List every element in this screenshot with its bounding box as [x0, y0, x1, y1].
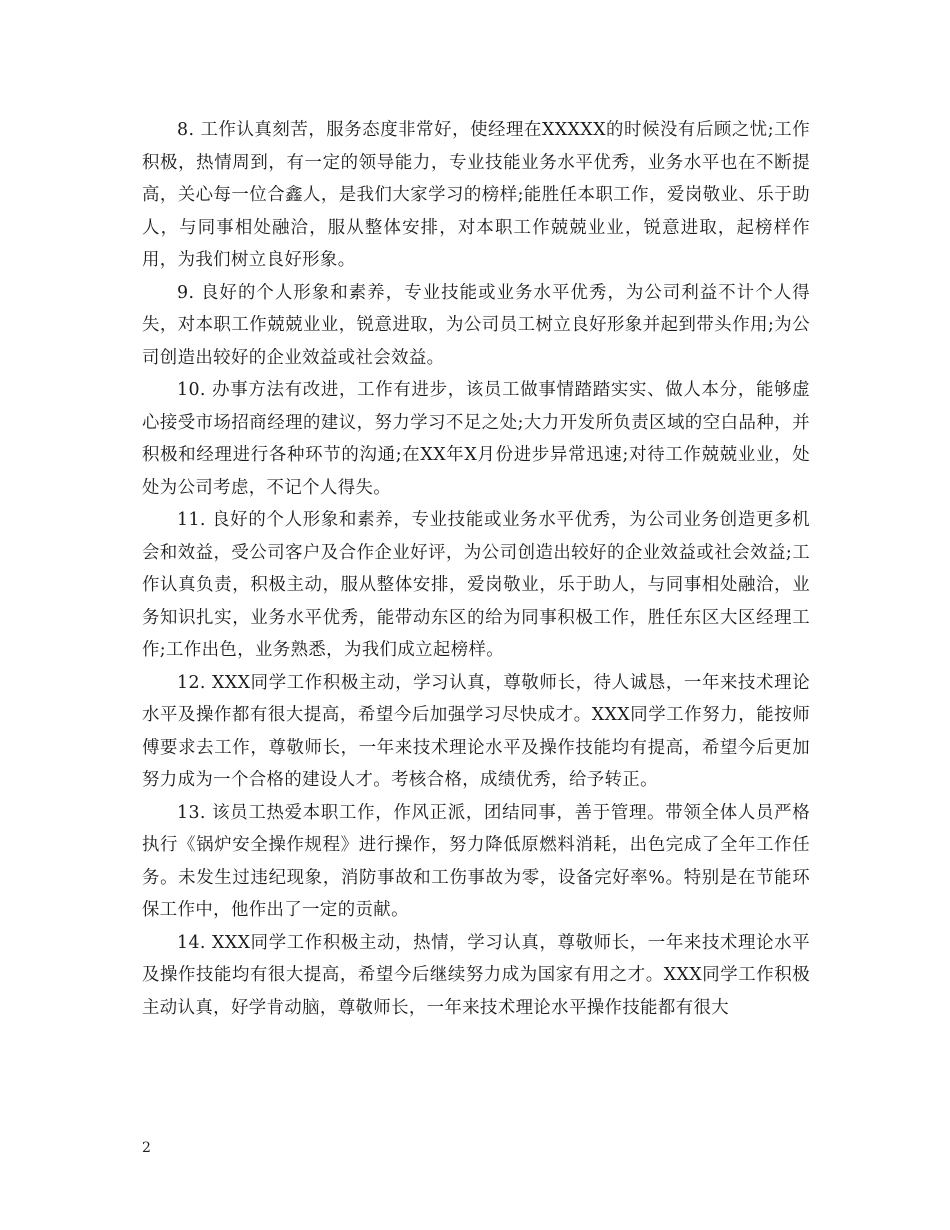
- page-number: 2: [142, 1140, 151, 1156]
- paragraph-8: 8. 工作认真刻苦，服务态度非常好，使经理在XXXXX的时候没有后顾之忧;工作积极，热情周到，有一定的领导能力，专业技能业务水平优秀，业务水平也在不断提高，关心每一位合鑫人，是我们大家学习的榜样;能胜任本职工作，爱岗敬业、乐于助人，与同事相处融洽，服从整体安排，对本职工作兢兢业业，锐意进取，起榜样作用，为我们树立良好形象。: [142, 120, 810, 270]
- paragraph-14: 14. XXX同学工作积极主动，热情，学习认真，尊敬师长，一年来技术理论水平及操作技能均有很大提高，希望今后继续努力成为国家有用之才。XXX同学工作积极主动认真，好学肯动脑，尊敬师长，一年来技术理论水平操作技能都有很大: [142, 932, 810, 1018]
- paragraph-9: 9. 良好的个人形象和素养，专业技能或业务水平优秀，为公司利益不计个人得失，对本职工作兢兢业业，锐意进取，为公司员工树立良好形象并起到带头作用;为公司创造出较好的企业效益或社会效益。: [142, 282, 810, 368]
- paragraph-10: 10. 办事方法有改进，工作有进步，该员工做事情踏踏实实、做人本分，能够虚心接受市场招商经理的建议，努力学习不足之处;大力开发所负责区域的空白品种，并积极和经理进行各种环节的沟通;在XX年X月份进步异常迅速;对待工作兢兢业业，处处为公司考虑，不记个人得失。: [142, 380, 810, 498]
- document-body: [142, 114, 810, 1024]
- paragraph-11: 11. 良好的个人形象和素养，专业技能或业务水平优秀，为公司业务创造更多机会和效益，受公司客户及合作企业好评，为公司创造出较好的企业效益或社会效益;工作认真负责，积极主动，服从整体安排，爱岗敬业，乐于助人，与同事相处融洽，业务知识扎实，业务水平优秀，能带动东区的给为同事积极工作，胜任东区大区经理工作;工作出色，业务熟悉，为我们成立起榜样。: [142, 510, 810, 660]
- paragraph-12: 12. XXX同学工作积极主动，学习认真，尊敬师长，待人诚恳，一年来技术理论水平及操作都有很大提高，希望今后加强学习尽快成才。XXX同学工作努力，能按师傅要求去工作，尊敬师长，一年来技术理论水平及操作技能均有提高，希望今后更加努力成为一个合格的建设人才。考核合格，成绩优秀，给予转正。: [142, 672, 810, 790]
- paragraph-13: 13. 该员工热爱本职工作，作风正派，团结同事，善于管理。带领全体人员严格执行《锅炉安全操作规程》进行操作，努力降低原燃料消耗，出色完成了全年工作任务。未发生过违纪现象，消防事故和工伤事故为零，设备完好率%。特别是在节能环保工作中，他作出了一定的贡献。: [142, 802, 810, 920]
